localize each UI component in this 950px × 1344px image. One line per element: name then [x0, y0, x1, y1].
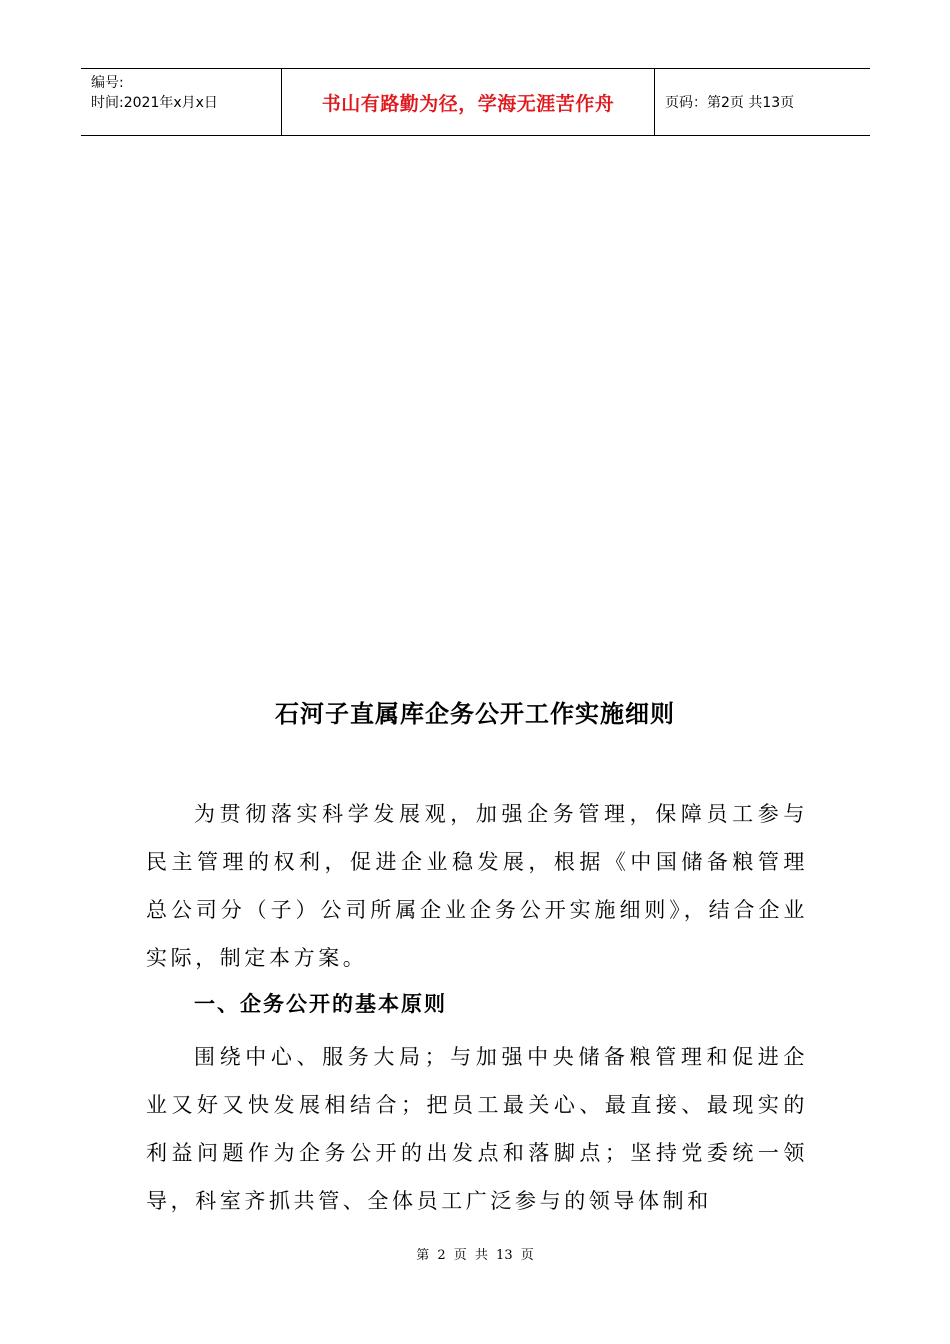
- page-header: [81, 68, 870, 136]
- header-meta: [81, 69, 282, 135]
- header-page-info: 页码：第2页 共13页: [665, 95, 795, 111]
- document-title: 石河子直属库企务公开工作实施细则: [275, 699, 675, 728]
- header-motto-cell: [282, 69, 655, 135]
- intro-paragraph: 为贯彻落实科学发展观，加强企务管理，保障员工参与民主管理的权利，促进企业稳发展，根据《中国储备粮管理总公司分（子）公司所属企业企务公开实施细则》，结合企业实际，制定本方案。: [146, 802, 808, 970]
- section-1-paragraph: 围绕中心、服务大局；与加强中央储备粮管理和促进企业又好又快发展相结合；把员工最关心、最直接、最现实的利益问题作为企务公开的出发点和落脚点；坚持党委统一领导，科室齐抓共管、全体员工广泛参与的领导体制和: [146, 1045, 808, 1213]
- section-1-heading: 一、企务公开的基本原则: [194, 992, 447, 1016]
- document-number-label: 编号:: [91, 75, 124, 91]
- header-motto: 书山有路勤为径，学海无涯苦作舟: [321, 92, 615, 115]
- document-date-label: 时间:2021年x月x日: [91, 95, 218, 111]
- page-footer: 第 2 页 共 13 页: [416, 1248, 534, 1263]
